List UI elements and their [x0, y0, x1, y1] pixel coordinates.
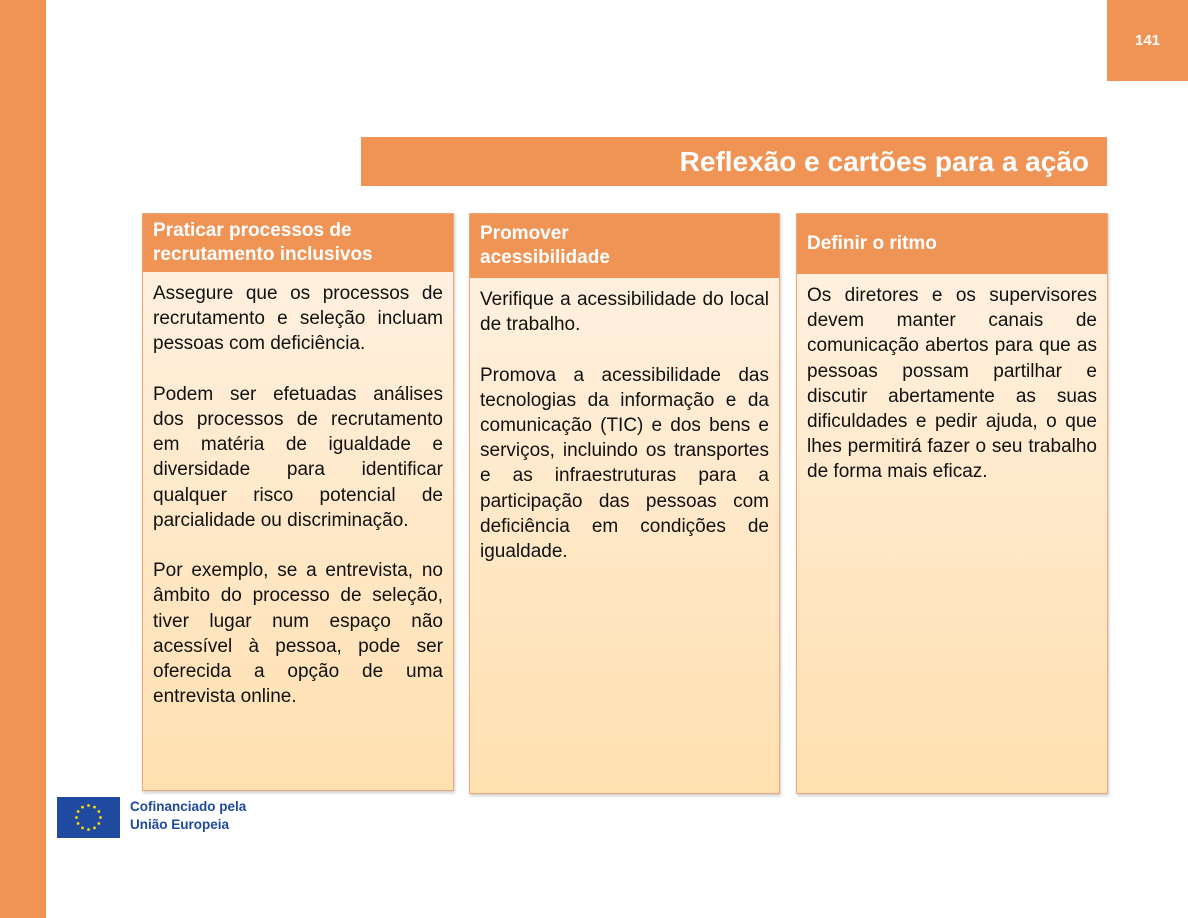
action-card-pace — [796, 213, 1108, 794]
eu-funding-label — [130, 798, 246, 834]
page-title: Reflexão e cartões para a ação — [361, 137, 1107, 186]
card-paragraph: Podem ser efetuadas análises dos processos de recrutamento em matéria de igualdade e diversidade para identificar qualquer risco potencial de parcialidade ou discriminação. — [153, 383, 443, 531]
eu-flag-icon — [57, 797, 120, 838]
card-paragraph: Assegure que os processos de recrutamento e seleção incluam pessoas com deficiência. — [153, 283, 443, 355]
card-paragraph: Por exemplo, se a entrevista, no âmbito do processo de seleção, tiver lugar num espaço não acessível à pessoa, pode ser oferecida a opção de uma entrevista online. — [153, 560, 443, 708]
card-body — [143, 272, 453, 709]
card-header: Promover acessibilidade — [470, 214, 779, 278]
card-body — [797, 274, 1107, 485]
card-header: Praticar processos de recrutamento inclusivos — [143, 214, 453, 272]
page-number: 141 — [1107, 0, 1188, 81]
card-paragraph: Promova a acessibilidade das tecnologias da informação e da comunicação (TIC) e dos bens e serviços, incluindo os transportes e as infraestruturas para a participação das pessoas com deficiência em condições de igualdade. — [480, 364, 769, 563]
eu-funding-line1: Cofinanciado pela — [130, 799, 247, 814]
left-accent-bar — [0, 0, 46, 918]
action-card-recruitment — [142, 213, 454, 791]
action-card-accessibility — [469, 213, 780, 794]
card-paragraph: Verifique a acessibilidade do local de trabalho. — [480, 289, 769, 336]
eu-funding-line2: União Europeia — [130, 817, 230, 832]
card-paragraph: Os diretores e os supervisores devem manter canais de comunicação abertos para que as pessoas possam partilhar e discutir abertamente as suas dificuldades e pedir ajuda, o que lhes permitirá fazer o seu trabalho de forma mais eficaz. — [807, 285, 1097, 483]
card-header: Definir o ritmo — [797, 214, 1107, 274]
card-body — [470, 278, 779, 564]
